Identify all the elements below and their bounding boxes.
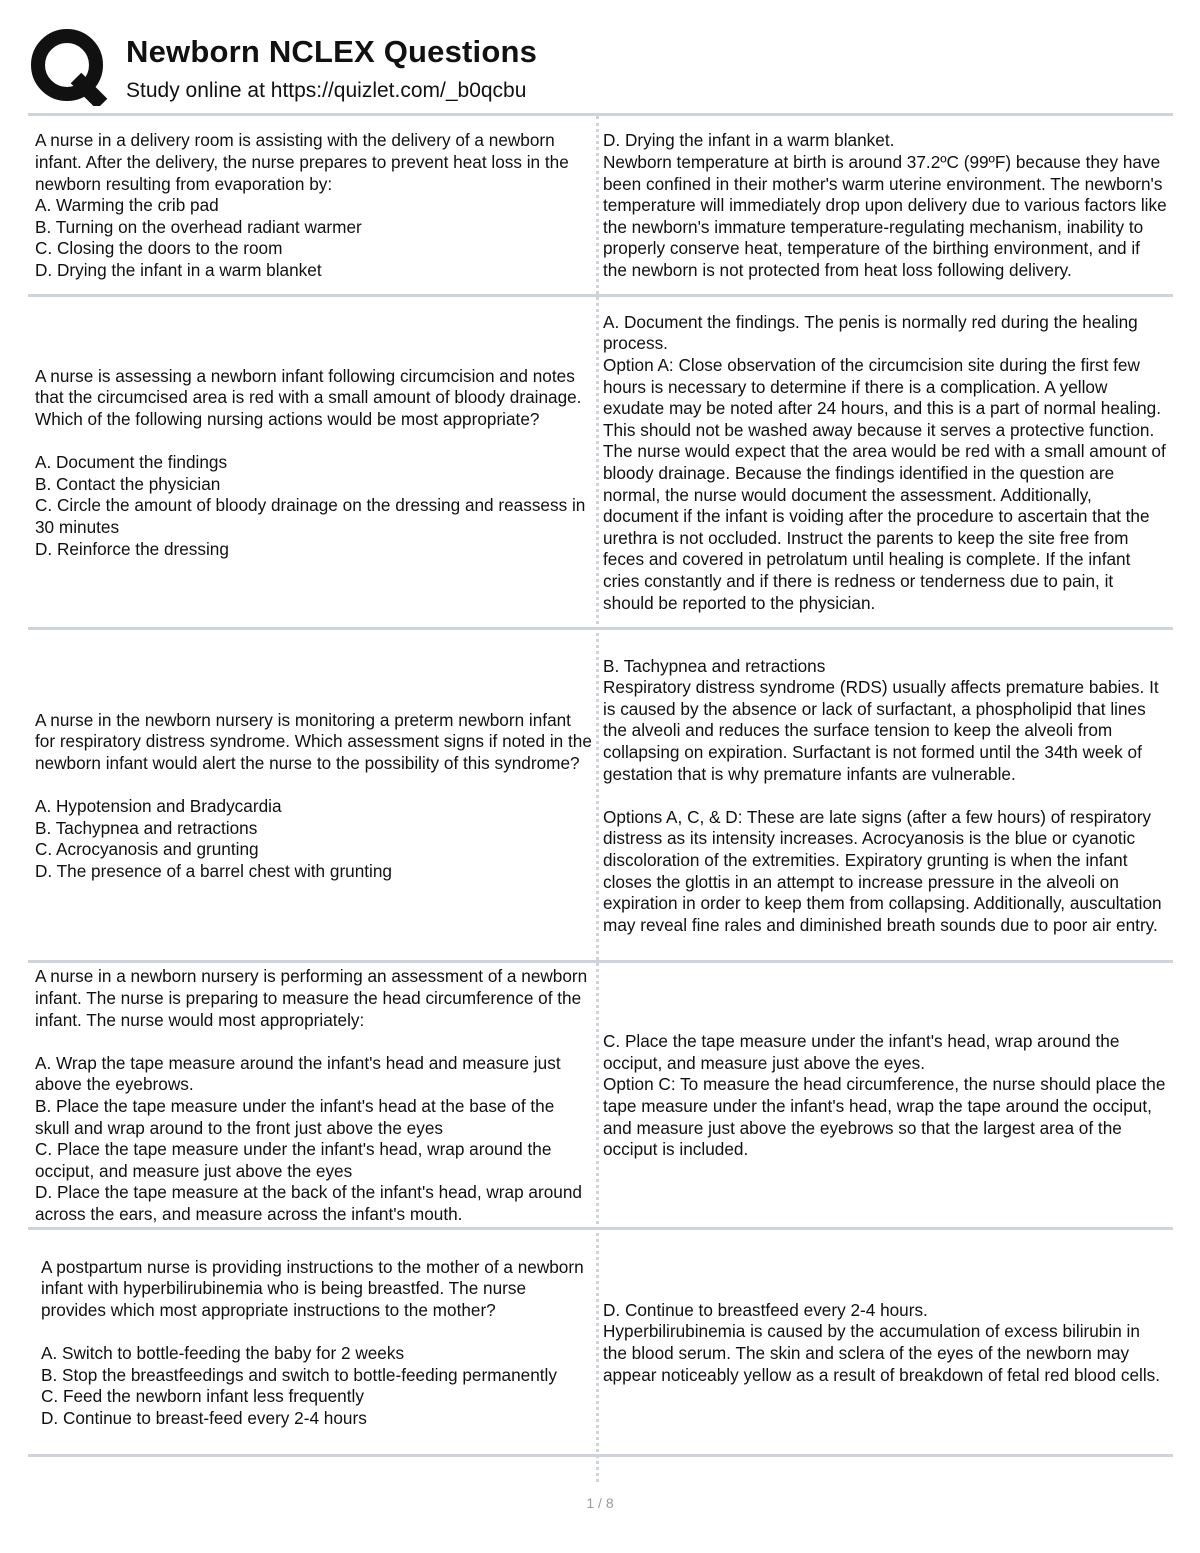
- divider: [28, 627, 1173, 630]
- quizlet-logo-icon: [30, 28, 108, 106]
- study-link[interactable]: Study online at https://quizlet.com/_b0qcbu: [126, 79, 527, 102]
- question-text: A nurse in a delivery room is assisting with the delivery of a newborn infant. After the delivery, the nurse prepares to prevent heat loss in the newborn resulting from evaporation by: A. Warming the crib pad B. Turning on the overhead radiant warmer C. Closing the doors to the room D. Drying the infant in a warm blanket: [35, 130, 569, 280]
- question-cell: [35, 299, 593, 627]
- answer-cell: [603, 632, 1168, 960]
- answer-cell: [603, 118, 1168, 294]
- question-cell: [35, 632, 593, 960]
- answer-text: D. Drying the infant in a warm blanket. Newborn temperature at birth is around 37.2ºC (99ºF) because they have been confined in their mother's warm uterine environment. The newborn's temperature will immediately drop upon delivery due to various factors like the newborn's immature temperature-regulating mechanism, inability to properly conserve heat, temperature of the birthing environment, and if the newborn is not protected from heat loss following delivery.: [603, 130, 1167, 280]
- answer-text: C. Place the tape measure under the infant's head, wrap around the occiput, and measure just above the eyes. Option C: To measure the head circumference, the nurse should place the tape measure under the infant's head, wrap the tape around the occiput, and measure just above the eyebrows so that the largest area of the occiput is included.: [603, 1031, 1166, 1160]
- column-divider: [596, 116, 599, 1482]
- page-number: 1 / 8: [586, 1495, 614, 1511]
- page-header: [0, 0, 1200, 115]
- question-cell: [35, 965, 593, 1227]
- question-text: A nurse in a newborn nursery is performing an assessment of a newborn infant. The nurse is preparing to measure the head circumference of the infant. The nurse would most appropriately: A. Wrap the tape measure around the infant's head and measure just above the eyebrows. B. Place the tape measure under the infant's head at the base of the skull and wrap around to the front just above the eyes C. Place the tape measure under the infant's head, wrap around the occiput, and measure just above the eyes D. Place the tape measure at the back of the infant's head, wrap around across the ears, and measure across the infant's mouth.: [35, 966, 588, 1224]
- question-text: A nurse in the newborn nursery is monitoring a preterm newborn infant for respiratory distress syndrome. Which assessment signs if noted in the newborn infant would alert the nurse to the possibility of this syndrome? A. Hypotension and Bradycardia B. Tachypnea and retractions C. Acrocyanosis and grunting D. The presence of a barrel chest with grunting: [35, 709, 592, 881]
- question-text: A nurse is assessing a newborn infant following circumcision and notes that the circumcised area is red with a small amount of bloody drainage. Which of the following nursing actions would be most appropriate? A. Document the findings B. Contact the physician C. Circle the amount of bloody drainage on the dressing and reassess in 30 minutes D. Reinforce the dressing: [35, 365, 586, 559]
- divider: [28, 113, 1173, 116]
- divider: [28, 294, 1173, 297]
- question-text: A postpartum nurse is providing instructions to the mother of a newborn infant with hyperbilirubinemia who is being breastfed. The nurse provides which most appropriate instructions to the mother? A. Switch to bottle-feeding the baby for 2 weeks B. Stop the breastfeedings and switch to bottle-feeding permanently C. Feed the newborn infant less frequently D. Continue to breast-feed every 2-4 hours: [41, 1256, 584, 1428]
- divider: [28, 960, 1173, 963]
- question-cell: [35, 118, 593, 294]
- divider: [28, 1454, 1173, 1457]
- answer-cell: [603, 299, 1168, 627]
- answer-cell: [603, 965, 1168, 1227]
- answer-text: A. Document the findings. The penis is normally red during the healing process. Option A: Close observation of the circumcision site during the first few hours is necessary to determine if there is a complication. A yellow exudate may be noted after 24 hours, and this is a part of normal healing. This should not be washed away because it serves a protective function. The nurse would expect that the area would be red with a small amount of bloody drainage. Because the findings identified in the question are normal, the nurse would document the assessment. Additionally, document if the infant is voiding after the procedure to ascertain that the urethra is not occluded. Instruct the parents to keep the site free from feces and covered in petrolatum until healing is complete. If the infant cries constantly and if there is redness or tenderness due to pain, it should be reported to the physician.: [603, 311, 1166, 613]
- divider: [28, 1227, 1173, 1230]
- page-title: Newborn NCLEX Questions: [126, 34, 538, 69]
- answer-text: B. Tachypnea and retractions Respiratory distress syndrome (RDS) usually affects premature babies. It is caused by the absence or lack of surfactant, a phospholipid that lines the alveoli and reduces the surface tension to keep the alveoli from collapsing on expiration. Surfactant is not formed until the 34th week of gestation that is why premature infants are vulnerable. Options A, C, & D: These are late signs (after a few hours) of respiratory distress as its intensity increases. Acrocyanosis is the blue or cyanotic discoloration of the extremities. Expiratory grunting is when the infant closes the glottis in an attempt to increase pressure in the alveoli on expiration in order to keep them from collapsing. Additionally, auscultation may reveal fine rales and diminished breath sounds due to poor air entry.: [603, 655, 1162, 935]
- answer-cell: [603, 1232, 1168, 1454]
- answer-text: D. Continue to breastfeed every 2-4 hours. Hyperbilirubinemia is caused by the accumulation of excess bilirubin in the blood serum. The skin and sclera of the eyes of the newborn may appear noticeably yellow as a result of breakdown of fetal red blood cells.: [603, 1299, 1161, 1385]
- question-cell: [41, 1232, 591, 1454]
